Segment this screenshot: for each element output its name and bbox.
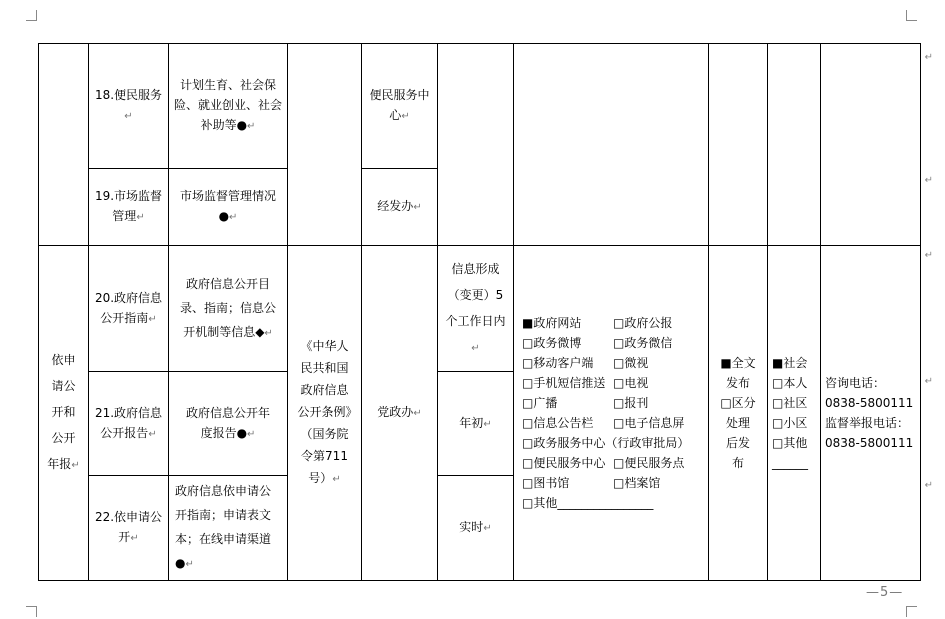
contact-label: 监督举报电话：	[825, 416, 910, 430]
content-text: 市场监督管理情况●	[179, 189, 276, 223]
item-cell: 20.政府信息公开指南↵	[89, 246, 169, 372]
channel-row	[522, 493, 704, 513]
disclosure-table	[38, 43, 921, 581]
content-cell: 计划生育、社会保险、就业创业、社会补助等●↵	[169, 44, 288, 169]
channel-row	[522, 413, 704, 433]
audience-option: □社区	[772, 396, 808, 410]
row-end-mark: ↵	[924, 175, 933, 186]
row-end-mark: ↵	[924, 250, 933, 261]
item-cell: 18.便民服务↵	[89, 44, 169, 169]
crop-mark-top-left	[26, 10, 37, 21]
timing-text: 信息形成（变更）5个工作日内	[445, 261, 506, 328]
content-text: 政府信息依申请公开指南；申请表文本；在线申请渠道●	[175, 484, 272, 570]
channel-option: □移动客户端	[522, 356, 594, 370]
channel-cell-top	[514, 44, 709, 246]
contact-phone: 0838-5800111	[825, 396, 914, 410]
item-text: 21.政府信息公开报告	[94, 405, 163, 440]
item-cell: 22.依申请公开↵	[89, 476, 169, 581]
timing-cell: 年初↵	[438, 372, 514, 476]
channel-row	[522, 373, 704, 393]
channel-option: □政府公报	[613, 316, 673, 330]
table-row	[39, 246, 921, 372]
channel-option: □便民服务中心	[522, 456, 606, 470]
content-text: 政府信息公开目录、指南；信息公开机制等信息◆	[179, 276, 276, 339]
item-cell: 21.政府信息公开报告↵	[89, 372, 169, 476]
channel-option: □档案馆	[613, 476, 661, 490]
scope-cell	[709, 246, 768, 581]
contact-cell-top	[821, 44, 921, 246]
contact-label: 咨询电话：	[825, 376, 886, 390]
timing-text: 年初	[459, 415, 484, 430]
scope-line: ■全文	[720, 356, 756, 370]
category-text: 依申请公开和公开年报	[47, 353, 76, 471]
crop-mark-bottom-right	[906, 606, 917, 617]
channel-row	[522, 353, 704, 373]
audience-option: □本人	[772, 376, 808, 390]
row-end-mark: ↵	[924, 480, 933, 491]
channel-cell	[514, 246, 709, 581]
channel-row	[522, 313, 704, 333]
timing-cell: 信息形成（变更）5个工作日内↵	[438, 246, 514, 372]
channel-option: □政务微信	[613, 336, 673, 350]
content-text: 政府信息公开年度报告●	[185, 405, 270, 440]
subject-text: 经发办	[377, 199, 414, 213]
content-cell: 政府信息依申请公开指南；申请表文本；在线申请渠道●↵	[169, 476, 288, 581]
crop-mark-top-right	[906, 10, 917, 21]
audience-option: □小区	[772, 416, 808, 430]
timing-cell-top	[438, 44, 514, 246]
channel-option: □图书馆	[522, 476, 570, 490]
subject-text: 党政办	[377, 405, 414, 419]
content-text: 计划生育、社会保险、就业创业、社会补助等●	[173, 78, 282, 132]
channel-row	[522, 333, 704, 353]
item-text: 19.市场监督管理	[94, 189, 163, 223]
timing-cell: 实时↵	[438, 476, 514, 581]
content-cell: 政府信息公开年度报告●↵	[169, 372, 288, 476]
item-text: 22.依申请公开	[94, 510, 163, 544]
table-row	[39, 44, 921, 169]
crop-mark-bottom-left	[26, 606, 37, 617]
scope-cell-top	[709, 44, 768, 246]
item-cell: 19.市场监督管理↵	[89, 169, 169, 246]
channel-option: □电子信息屏	[613, 416, 685, 430]
category-cell: 依申请公开和公开年报↵	[39, 246, 89, 581]
basis-cell-top	[288, 44, 362, 246]
basis-cell: 《中华人民共和国政府信息公开条例》（国务院令第711号）↵	[288, 246, 362, 581]
category-cell-top	[39, 44, 89, 246]
channel-option: □电视	[613, 376, 649, 390]
item-text: 18.便民服务	[94, 88, 163, 102]
content-cell: 政府信息公开目录、指南；信息公开机制等信息◆↵	[169, 246, 288, 372]
basis-text: 《中华人民共和国政府信息公开条例》（国务院令第711号）	[297, 339, 352, 485]
channel-option: □手机短信推送	[522, 376, 606, 390]
channel-row	[522, 473, 704, 493]
row-end-mark: ↵	[924, 376, 933, 387]
content-cell: 市场监督管理情况●↵	[169, 169, 288, 246]
audience-cell-top	[768, 44, 821, 246]
channel-option: □报刊	[613, 396, 649, 410]
channel-option: □其他________________	[522, 496, 654, 510]
contact-phone: 0838-5800111	[825, 436, 914, 450]
audience-cell	[768, 246, 821, 581]
subject-cell: 便民服务中心↵	[362, 44, 438, 169]
channel-row	[522, 393, 704, 413]
audience-option: □其他	[772, 436, 808, 450]
channel-option: □政务微博	[522, 336, 582, 350]
channel-option: □信息公告栏	[522, 416, 594, 430]
subject-cell: 经发办↵	[362, 169, 438, 246]
subject-text: 便民服务中心	[369, 88, 430, 122]
scope-line: 发布	[725, 376, 750, 390]
scope-line: 后发	[725, 436, 750, 450]
audience-option: ______	[772, 456, 808, 470]
subject-cell: 党政办↵	[362, 246, 438, 581]
channel-option: □便民服务点	[613, 456, 685, 470]
audience-option: ■社会	[772, 356, 808, 370]
contact-cell	[821, 246, 921, 581]
channel-option: □微视	[613, 356, 649, 370]
channel-option: □广播	[522, 396, 558, 410]
channel-row	[522, 433, 704, 453]
page-number: —5—	[866, 585, 904, 600]
timing-text: 实时	[459, 520, 484, 534]
item-text: 20.政府信息公开指南	[94, 290, 163, 325]
scope-line: 布	[731, 456, 744, 470]
channel-option: □政务服务中心（行政审批局）	[522, 436, 690, 450]
scope-line: □区分	[720, 396, 756, 410]
channel-row	[522, 453, 704, 473]
scope-line: 处理	[725, 416, 750, 430]
channel-option: ■政府网站	[522, 316, 582, 330]
row-end-mark: ↵	[924, 52, 933, 63]
